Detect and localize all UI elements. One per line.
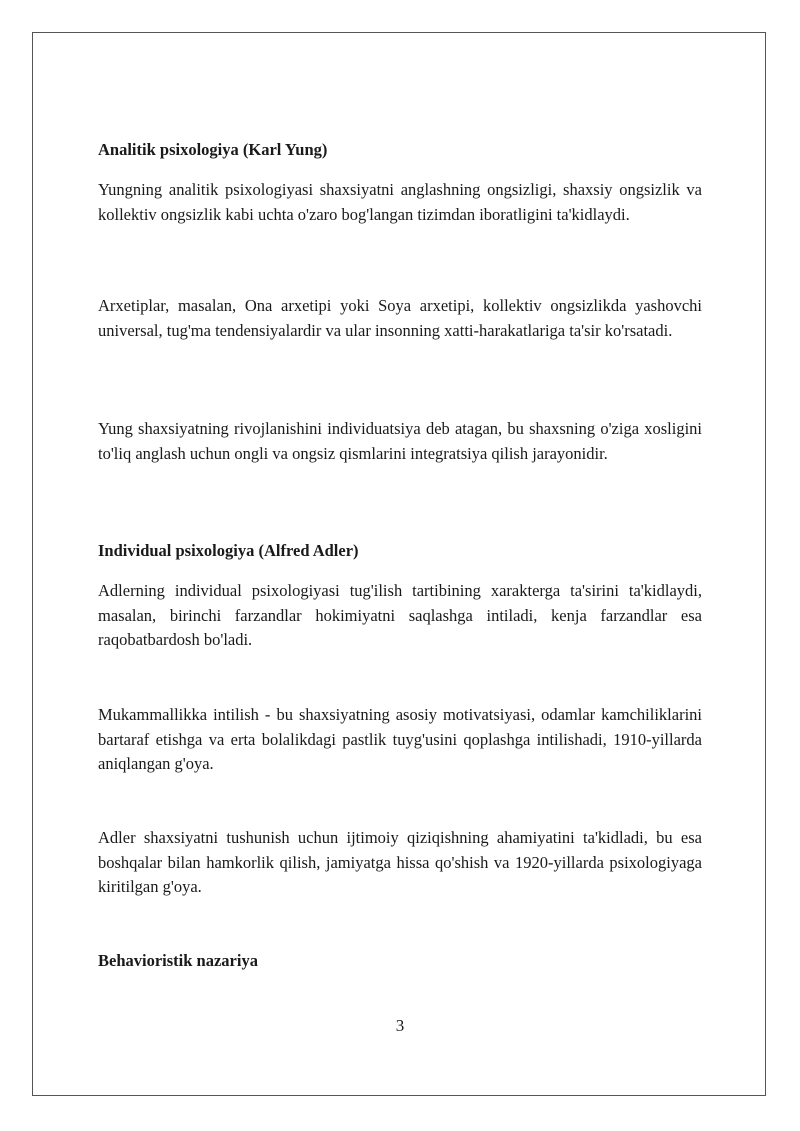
paragraph: Adler shaxsiyatni tushunish uchun ijtimoiy qiziqishning ahamiyatini ta'kidladi, bu esa boshqalar bilan hamkorlik qilish, jamiyatga hissa qo'shish va 1920-yillarda psixologiyaga kiritilgan g'oya. xyxy=(98,828,702,896)
paragraph: Yungning analitik psixologiyasi shaxsiyatni anglashning ongsizligi, shaxsiy ongsizlik va kollektiv ongsizlik kabi uchta o'zaro bog'langan tizimdan iboratligini ta'kidlaydi. xyxy=(98,180,702,224)
section-heading-analitik: Analitik psixologiya (Karl Yung) xyxy=(98,140,328,159)
paragraph: Yung shaxsiyatning rivojlanishini individuatsiya deb atagan, bu shaxsning o'ziga xosligini to'liq anglash uchun ongli va ongsiz qismlarini integratsiya qilish jarayonidir. xyxy=(98,419,702,463)
paragraph: Arxetiplar, masalan, Ona arxetipi yoki Soya arxetipi, kollektiv ongsizlikda yashovchi universal, tug'ma tendensiyalardir va ular insonning xatti-harakatlariga ta'sir ko'rsatadi. xyxy=(98,296,702,340)
paragraph: Adlerning individual psixologiyasi tug'ilish tartibining xarakterga ta'sirini ta'kidlaydi, masalan, birinchi farzandlar hokimiyatni saqlashga intiladi, kenja farzandlar esa raqobatbardosh bo'ladi. xyxy=(98,581,702,649)
page-number: 3 xyxy=(395,1016,405,1035)
paragraph: Mukammallikka intilish - bu shaxsiyatning asosiy motivatsiyasi, odamlar kamchiliklarini bartaraf etishga va erta bolalikdagi pastlik tuyg'usini qoplashga intilishadi, 1910-yillarda aniqlangan g'oya. xyxy=(98,705,702,773)
section-heading-behavioristik: Behavioristik nazariya xyxy=(98,951,258,970)
section-heading-individual: Individual psixologiya (Alfred Adler) xyxy=(98,541,359,560)
